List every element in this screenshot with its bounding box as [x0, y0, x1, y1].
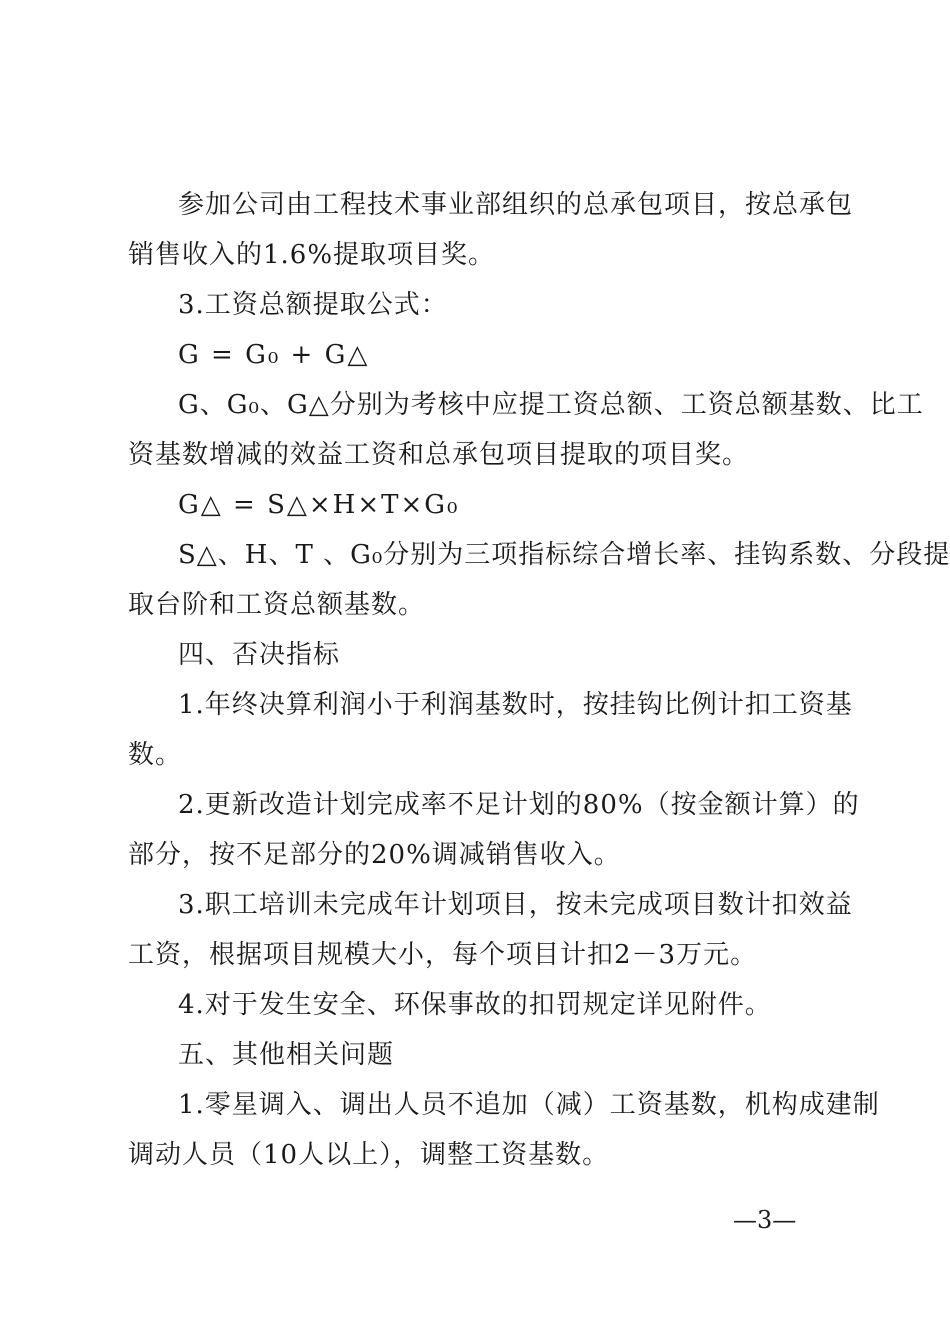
paragraph-line: S△、H、T 、G₀分别为三项指标综合增长率、挂钩系数、分段提 [178, 540, 950, 570]
paragraph-line: 1.年终决算利润小于利润基数时，按挂钩比例计扣工资基 [178, 690, 853, 720]
paragraph-line: 取台阶和工资总额基数。 [128, 590, 426, 620]
page-number: —3— [733, 1206, 797, 1234]
paragraph-line: G、G₀、G△分别为考核中应提工资总额、工资总额基数、比工 [178, 390, 924, 420]
paragraph-line: 数。 [128, 740, 183, 770]
section-heading: 四、否决指标 [178, 640, 341, 670]
paragraph-line: 销售收入的1.6%提取项目奖。 [128, 240, 496, 270]
paragraph-line: 工资，根据项目规模大小，每个项目计扣2－3万元。 [128, 940, 758, 970]
paragraph-line: 参加公司由工程技术事业部组织的总承包项目，按总承包 [178, 190, 854, 220]
paragraph-line: 4.对于发生安全、环保事故的扣罚规定详见附件。 [178, 990, 772, 1020]
paragraph-line: 2.更新改造计划完成率不足计划的80%（按金额计算）的 [178, 790, 860, 820]
paragraph-line: 1.零星调入、调出人员不追加（减）工资基数，机构成建制 [178, 1090, 880, 1120]
section-heading: 3.工资总额提取公式： [178, 290, 448, 320]
paragraph-line: 调动人员（10人以上），调整工资基数。 [128, 1140, 610, 1170]
section-heading: 五、其他相关问题 [178, 1040, 395, 1070]
paragraph-line: 部分，按不足部分的20%调减销售收入。 [128, 840, 621, 870]
paragraph-line: 资基数增减的效益工资和总承包项目提取的项目奖。 [128, 440, 750, 470]
formula-line: G = G₀ + G△ [178, 340, 370, 370]
paragraph-line: 3.职工培训未完成年计划项目，按未完成项目数计扣效益 [178, 890, 853, 920]
formula-line: G△ = S△×H×T×G₀ [178, 490, 460, 520]
